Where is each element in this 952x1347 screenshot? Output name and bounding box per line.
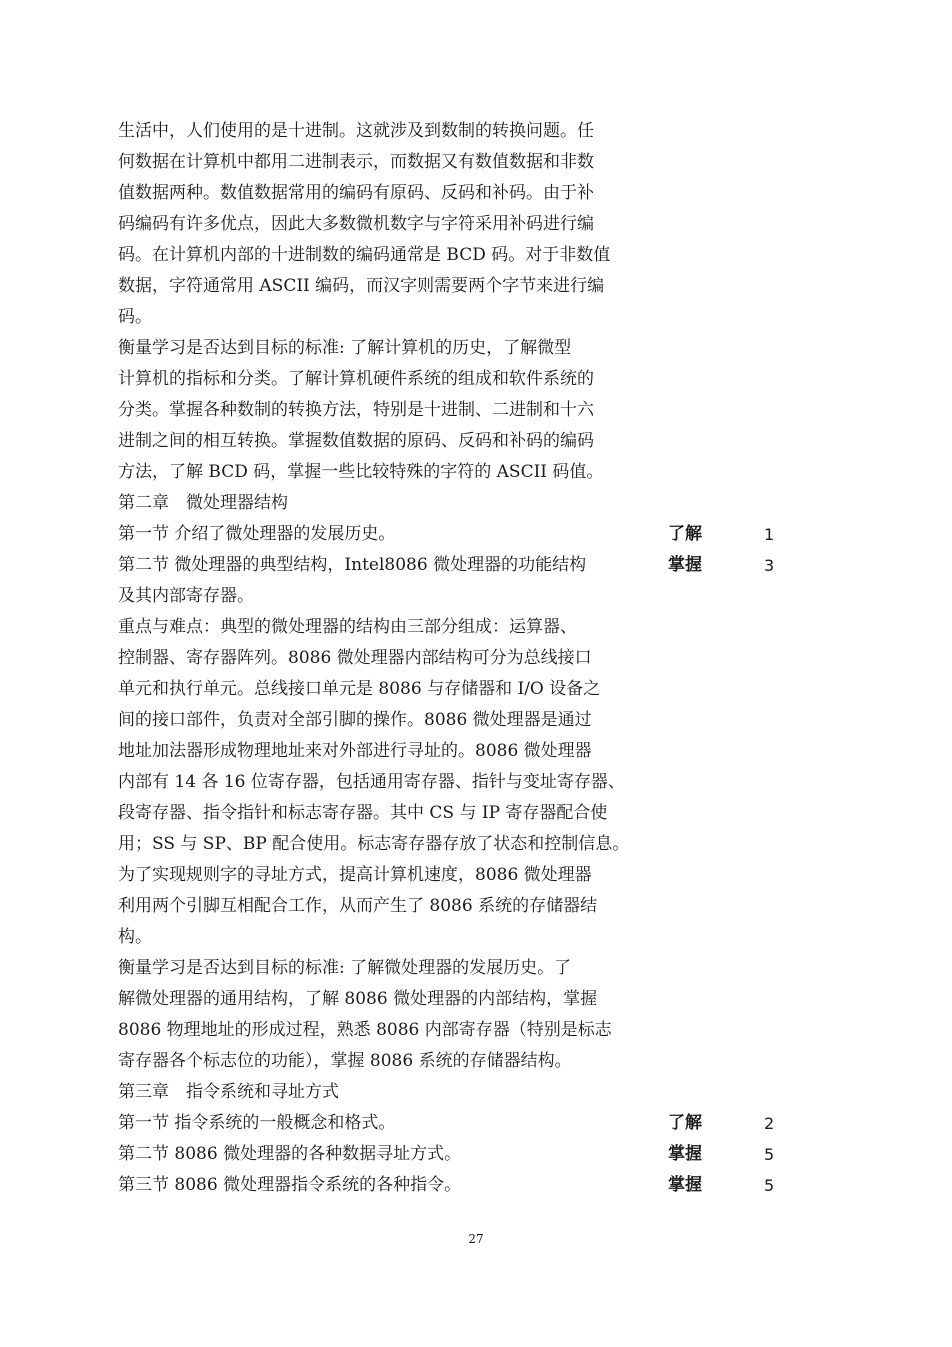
requirement-level: 了解 [668,1113,702,1133]
section-row [118,1108,775,1139]
text-line: 8086 物理地址的形成过程，熟悉 8086 内部寄存器（特别是标志 [118,1020,612,1040]
text-line: 衡量学习是否达到目标的标准: 了解计算机的历史，了解微型 [118,338,572,358]
text-line: 生活中，人们使用的是十进制。这就涉及到数制的转换问题。任 [118,121,594,141]
section-row [118,581,658,612]
text-line: 构。 [118,927,152,947]
text-line: 用；SS 与 SP、BP 配合使用。标志寄存器存放了状态和控制信息。 [118,834,630,854]
section-row [118,1170,775,1201]
section-text: 及其内部寄存器。 [118,586,254,606]
section-text: 第二节 8086 微处理器的各种数据寻址方式。 [118,1144,462,1164]
requirement-level: 掌握 [668,555,702,575]
text-line: 内部有 14 各 16 位寄存器，包括通用寄存器、指针与变址寄存器、 [118,772,625,792]
requirement-level: 了解 [668,524,702,544]
chapter1-goals-paragraph [118,333,658,488]
section-text: 第一节 介绍了微处理器的发展历史。 [118,524,396,544]
text-line: 寄存器各个标志位的功能），掌握 8086 系统的存储器结构。 [118,1051,572,1071]
section-row [118,1139,775,1170]
text-line: 地址加法器形成物理地址来对外部进行寻址的。8086 微处理器 [118,741,592,761]
chapter3-title: 第三章 指令系统和寻址方式 [118,1082,339,1102]
text-line: 段寄存器、指令指针和标志寄存器。其中 CS 与 IP 寄存器配合使 [118,803,608,823]
requirement-level: 掌握 [668,1144,702,1164]
intro-paragraph [118,116,658,333]
page-number: 27 [468,1232,484,1246]
text-line: 方法，了解 BCD 码，掌握一些比较特殊的字符的 ASCII 码值。 [118,462,604,482]
chapter2-key-points-paragraph [118,612,658,953]
class-hours: 5 [764,1145,775,1164]
text-line: 值数据两种。数值数据常用的编码有原码、反码和补码。由于补 [118,183,594,203]
text-line: 单元和执行单元。总线接口单元是 8086 与存储器和 I/O 设备之 [118,679,601,699]
class-hours: 3 [764,556,775,575]
text-line: 利用两个引脚互相配合工作，从而产生了 8086 系统的存储器结 [118,896,598,916]
text-line: 为了实现规则字的寻址方式，提高计算机速度，8086 微处理器 [118,865,592,885]
body-text [118,116,775,1201]
class-hours: 1 [764,525,775,544]
text-line: 码。在计算机内部的十进制数的编码通常是 BCD 码。对于非数值 [118,245,611,265]
text-line: 重点与难点：典型的微处理器的结构由三部分组成：运算器、 [118,617,577,637]
text-line: 码。 [118,307,152,327]
text-line: 数据，字符通常用 ASCII 编码，而汉字则需要两个字节来进行编 [118,276,605,296]
section-row [118,519,775,550]
text-line: 码编码有许多优点，因此大多数微机数字与字符采用补码进行编 [118,214,594,234]
text-line: 解微处理器的通用结构，了解 8086 微处理器的内部结构，掌握 [118,989,598,1009]
section-text: 第三节 8086 微处理器指令系统的各种指令。 [118,1175,462,1195]
class-hours: 2 [764,1114,775,1133]
chapter2-title: 第二章 微处理器结构 [118,493,288,513]
text-line: 何数据在计算机中都用二进制表示，而数据又有数值数据和非数 [118,152,594,172]
class-hours: 5 [764,1176,775,1195]
text-line: 衡量学习是否达到目标的标准: 了解微处理器的发展历史。了 [118,958,572,978]
section-row [118,550,775,581]
text-line: 进制之间的相互转换。掌握数值数据的原码、反码和补码的编码 [118,431,594,451]
chapter2-goals-paragraph [118,953,658,1077]
text-line: 控制器、寄存器阵列。8086 微处理器内部结构可分为总线接口 [118,648,592,668]
text-line: 分类。掌握各种数制的转换方法，特别是十进制、二进制和十六 [118,400,594,420]
section-text: 第二节 微处理器的典型结构，Intel8086 微处理器的功能结构 [118,555,587,575]
text-line: 计算机的指标和分类。了解计算机硬件系统的组成和软件系统的 [118,369,594,389]
section-text: 第一节 指令系统的一般概念和格式。 [118,1113,396,1133]
text-line: 间的接口部件，负责对全部引脚的操作。8086 微处理器是通过 [118,710,592,730]
requirement-level: 掌握 [668,1175,702,1195]
